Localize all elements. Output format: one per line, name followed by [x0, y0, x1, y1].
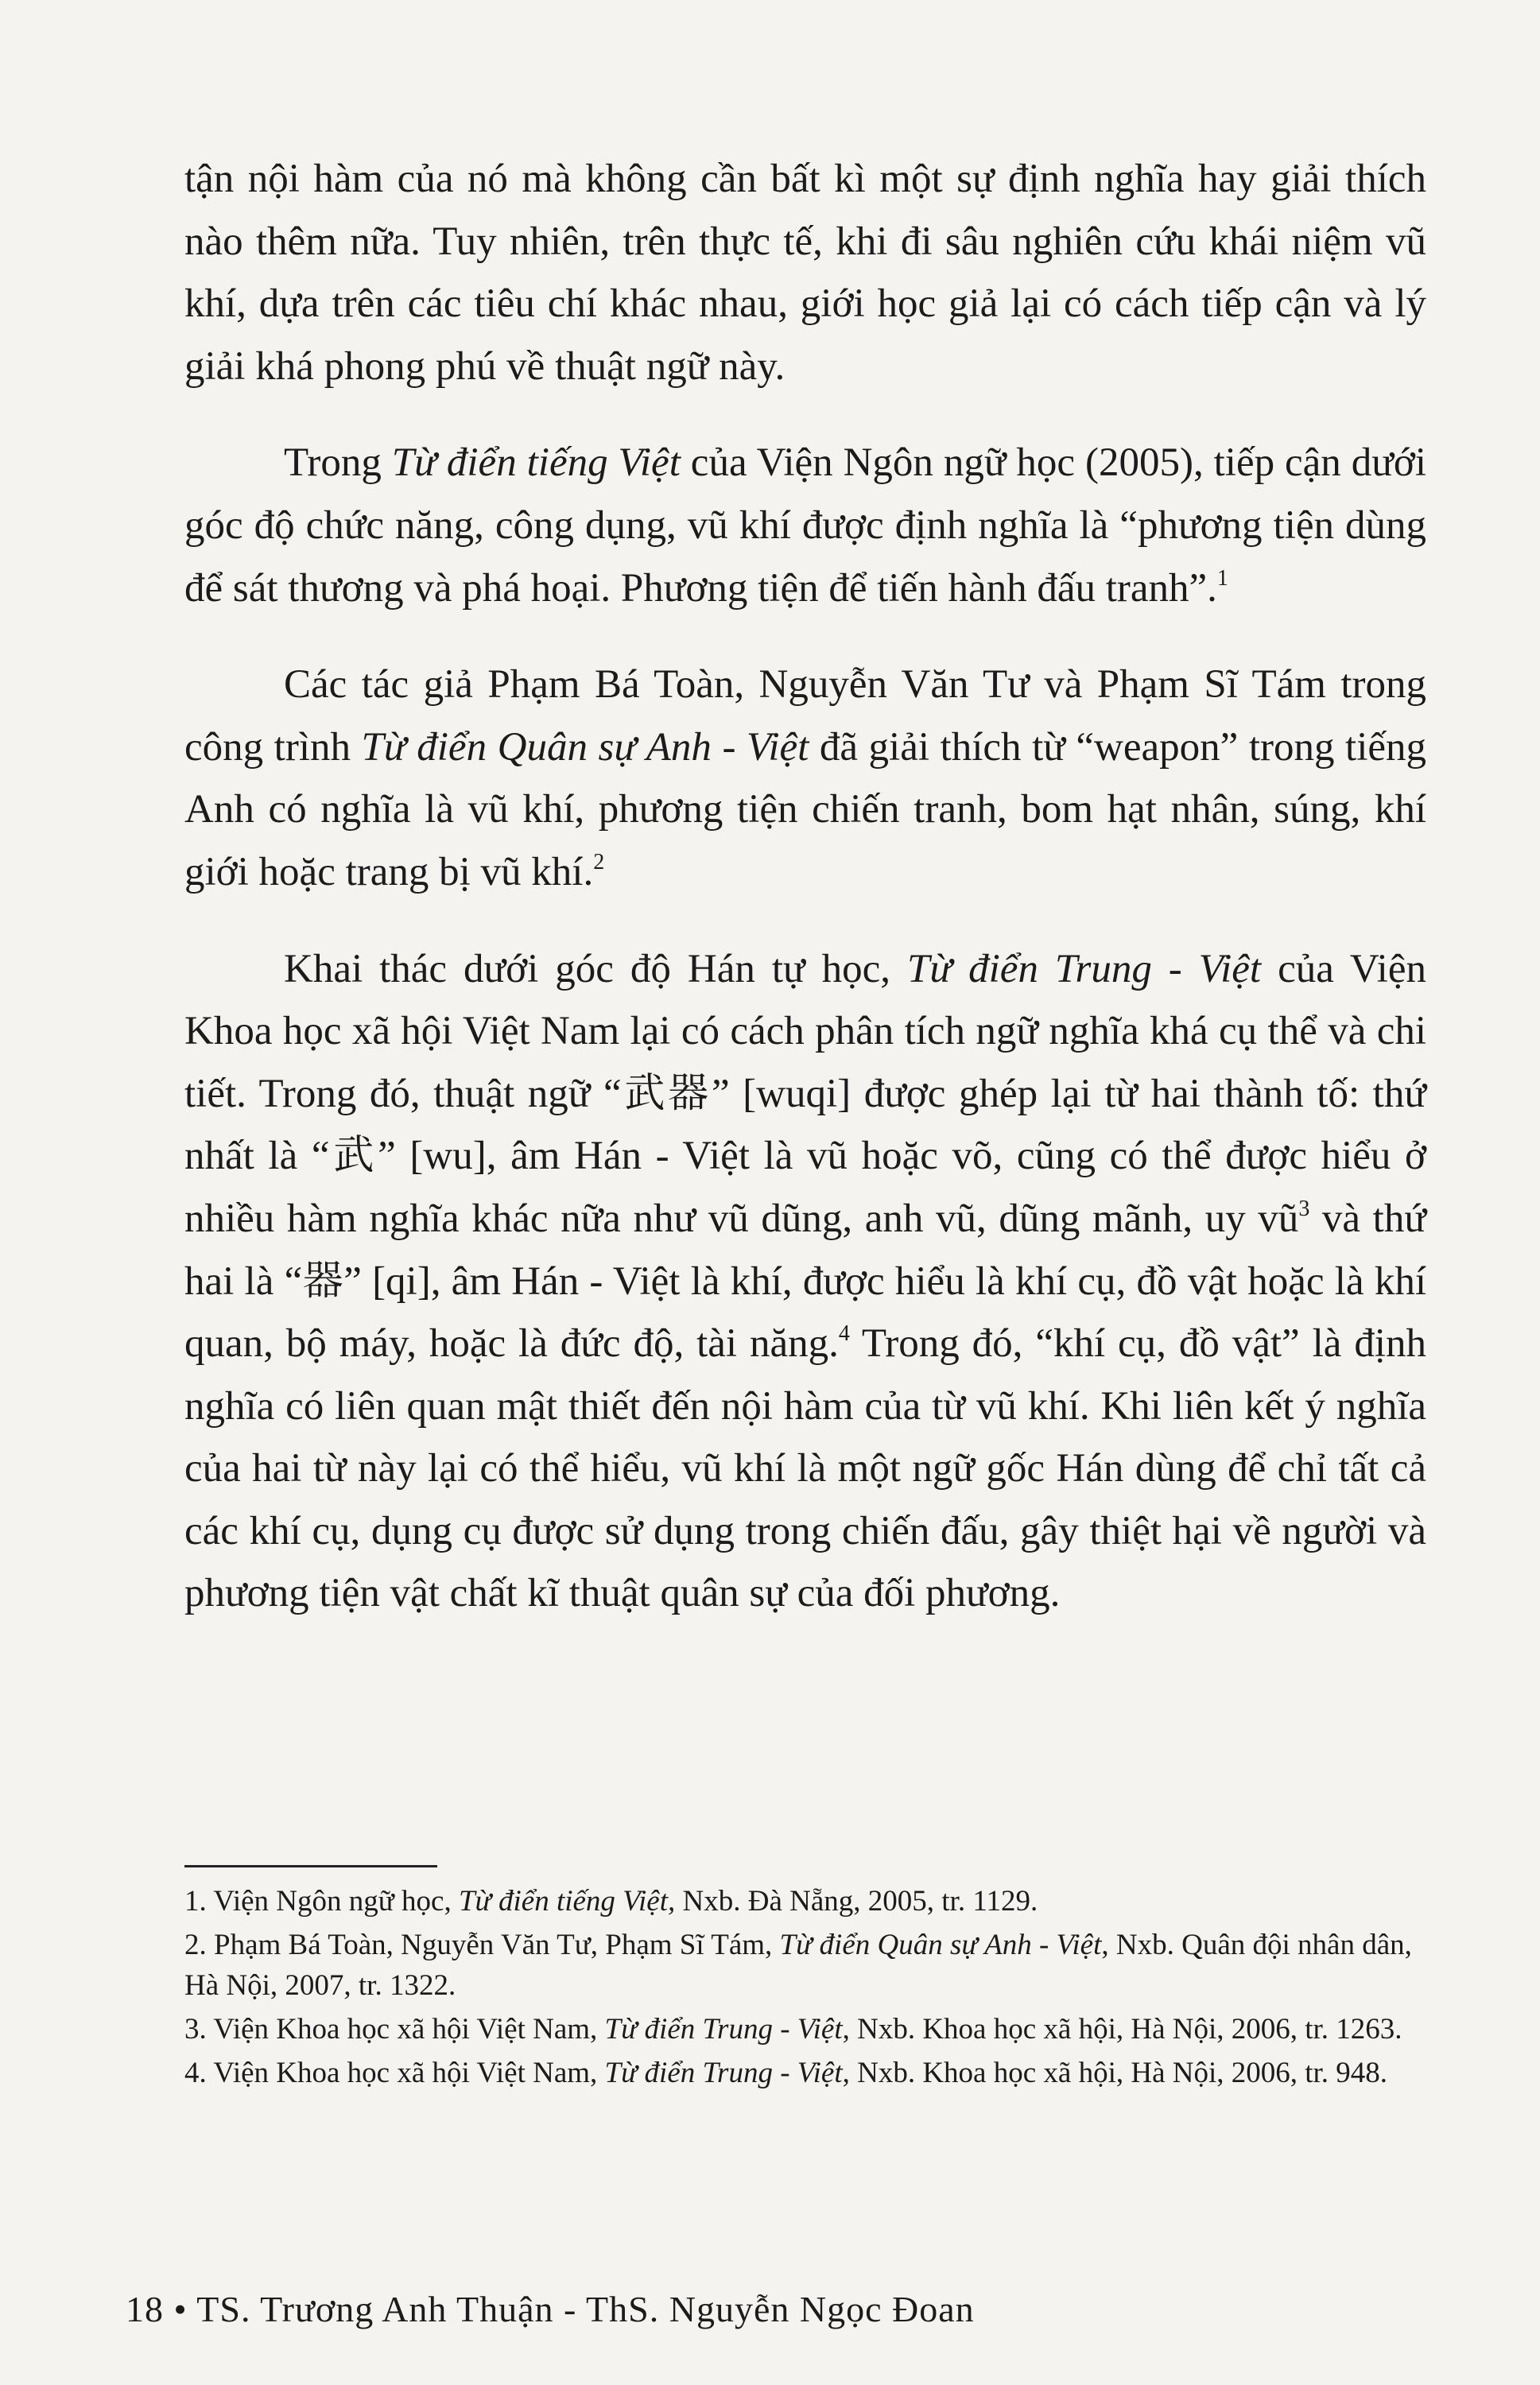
- paragraph-tu-dien-tieng-viet: Trong Từ điển tiếng Việt của Viện Ngôn ngữ học (2005), tiếp cận dưới góc độ chức năng, công dụng, vũ khí được định nghĩa là “phương tiện dùng để sát thương và phá hoại. Phương tiện để tiến hành đấu tranh”.$^1$: [184, 440, 1427, 611]
- paragraph-continuation: tận nội hàm của nó mà không cần bất kì một sự định nghĩa hay giải thích nào thêm nữa. Tuy nhiên, trên thực tế, khi đi sâu nghiên cứu khái niệm vũ khí, dựa trên các tiêu chí khác nhau, giới học giả lại có cách tiếp cận và lý giải khá phong phú về thuật ngữ này.: [184, 157, 1426, 389]
- footer-authors: TS. Trương Anh Thuận - ThS. Nguyễn Ngọc Đoan: [196, 2289, 975, 2329]
- footnote-1: 1. Viện Ngôn ngữ học, Từ điển tiếng Việt, Nxb. Đà Nẵng, 2005, tr. 1129.: [184, 1885, 1038, 1918]
- footer-separator: •: [173, 2289, 188, 2329]
- page-footer: [126, 2288, 975, 2330]
- paragraph-han-tu-hoc: Khai thác dưới góc độ Hán tự học, Từ điển Trung - Việt của Viện Khoa học xã hội Việt Nam lại có cách phân tích ngữ nghĩa khá cụ thể và chi tiết. Trong đó, thuật ngữ “武器” [wuqi] được ghép lại từ hai thành tố: thứ nhất là “武” [wu], âm Hán - Việt là vũ hoặc võ, cũng có thể được hiểu ở nhiều hàm nghĩa khác nữa như vũ dũng, anh vũ, dũng mãnh, uy $vũ^3$ và thứ hai là “器” [qi], âm Hán - Việt là khí, được hiểu là khí cụ, đồ vật hoặc là khí quan, bộ máy, hoặc là đức độ, tài năng.$^4$ Trong đó, “khí cụ, đồ vật” là định nghĩa có liên quan mật thiết đến nội hàm của từ vũ khí. Khi liên kết ý nghĩa của hai từ này lại có thể hiểu, vũ khí là một ngữ gốc Hán dùng để chỉ tất cả các khí cụ, dụng cụ được sử dụng trong chiến đấu, gây thiệt hại về người và phương tiện vật chất kĩ thuật quân sự của đối phương.: [184, 946, 1426, 1616]
- footnote-ref-4: 4: [838, 1321, 850, 1347]
- body-text: [184, 148, 1426, 1659]
- book-title: Từ điển Trung - Việt: [906, 946, 1262, 991]
- footnote-ref-2: 2: [593, 849, 605, 874]
- footnote-ref-1: 1: [1216, 565, 1228, 591]
- footnote-divider: [184, 1865, 437, 1867]
- footnote-ref-3: 3: [1298, 1196, 1310, 1221]
- footnotes: [184, 1881, 1426, 2096]
- paragraph-weapon-definition: Các tác giả Phạm Bá Toàn, Nguyễn Văn Tư và Phạm Sĩ Tám trong công trình Từ điển Quân sự Anh - Việt đã giải thích từ “weapon” trong tiếng Anh có nghĩa là vũ khí, phương tiện chiến tranh, bom hạt nhân, súng, khí giới hoặc trang bị vũ khí.$^2$: [184, 662, 1426, 894]
- book-title: Từ điển Quân sự Anh - Việt: [361, 724, 809, 770]
- footnote-3: 3. Viện Khoa học xã hội Việt Nam, Từ điển Trung - Việt, Nxb. Khoa học xã hội, Hà Nội, 2006, tr. 1263.: [184, 2013, 1402, 2046]
- footnote-4: 4. Viện Khoa học xã hội Việt Nam, Từ điển Trung - Việt, Nxb. Khoa học xã hội, Hà Nội, 2006, tr. 948.: [184, 2057, 1388, 2089]
- book-title: Từ điển tiếng Việt: [391, 440, 681, 486]
- page-number: 18: [126, 2289, 164, 2329]
- footnote-2: 2. Phạm Bá Toàn, Nguyễn Văn Tư, Phạm Sĩ Tám, Từ điển Quân sự Anh - Việt, Nxb. Quân đội nhân dân, Hà Nội, 2007, tr. 1322.: [184, 1929, 1412, 2002]
